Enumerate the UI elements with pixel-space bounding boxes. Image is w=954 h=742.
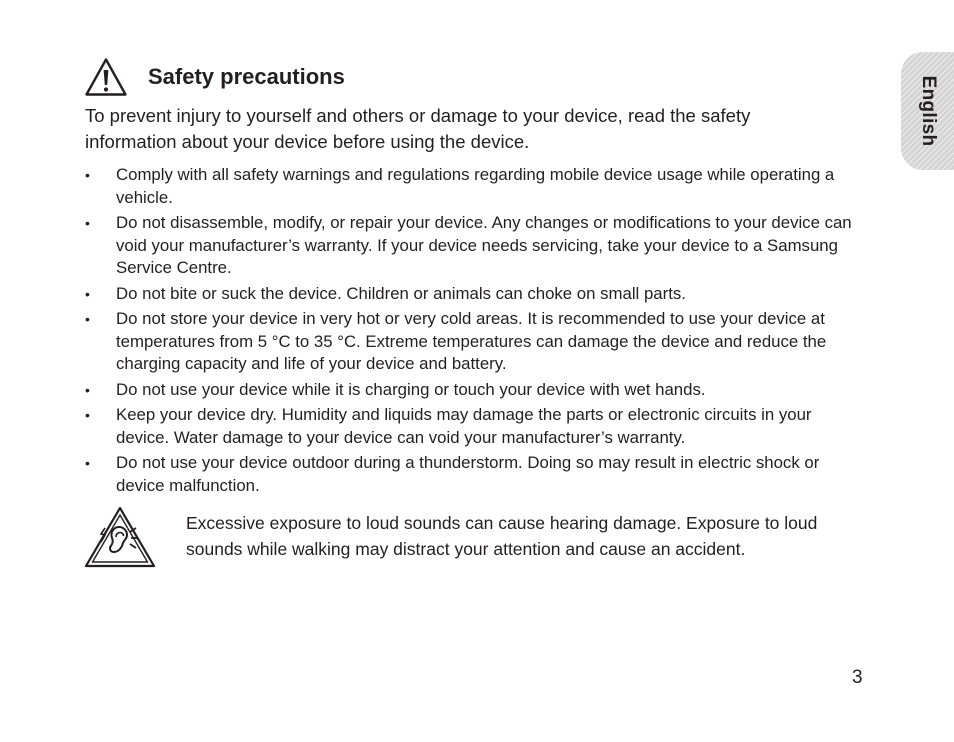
language-tab: [901, 52, 954, 170]
bullet-icon: •: [85, 167, 90, 183]
warning-triangle-icon: [84, 57, 128, 97]
hearing-damage-warning-icon: [84, 506, 156, 568]
section-title: Safety precautions: [148, 64, 345, 89]
list-item-text: Do not disassemble, modify, or repair your device. Any changes or modifications to your device can void your manufacturer’s warranty. If your device needs servicing, take your device to a Samsung Service Centre.: [116, 212, 852, 278]
list-item-text: Do not use your device outdoor during a thunderstorm. Doing so may result in electric shock or device malfunction.: [116, 452, 820, 495]
bullet-icon: •: [85, 454, 90, 471]
list-item-text: Do not use your device while it is charging or touch your device with wet hands.: [116, 379, 706, 399]
list-item: [85, 308, 865, 376]
safety-bullet-list: [85, 164, 865, 500]
list-item: [85, 212, 865, 280]
hearing-warning-text: Excessive exposure to loud sounds can cause hearing damage. Exposure to loud sounds while walking may distract your attention and cause an accident.: [186, 513, 818, 559]
page-number: 3: [852, 667, 863, 688]
list-item: [85, 283, 865, 306]
list-item: [85, 164, 865, 209]
list-item-text: Keep your device dry. Humidity and liquids may damage the parts or electronic circuits in your device. Water damage to your device can void your manufacturer’s warranty.: [116, 404, 812, 447]
list-item-text: Do not store your device in very hot or very cold areas. It is recommended to use your device at temperatures from 5 °C to 35 °C. Extreme temperatures can damage the device and reduce the charging capacity and life of your device and battery.: [116, 308, 827, 374]
list-item-text: Do not bite or suck the device. Children or animals can choke on small parts.: [116, 283, 686, 303]
bullet-icon: •: [85, 310, 90, 327]
list-item: [85, 404, 865, 449]
list-item-text: Comply with all safety warnings and regulations regarding mobile device usage while operating a vehicle.: [116, 165, 835, 207]
bullet-icon: •: [85, 285, 90, 302]
bullet-icon: •: [85, 406, 90, 423]
language-tab-label: English: [917, 75, 939, 147]
bullet-icon: •: [85, 381, 90, 398]
intro-paragraph: To prevent injury to yourself and others or damage to your device, read the safety information about your device before using the device.: [85, 105, 751, 152]
bullet-icon: •: [85, 214, 90, 231]
list-item: [85, 379, 865, 402]
list-item: [85, 452, 865, 497]
